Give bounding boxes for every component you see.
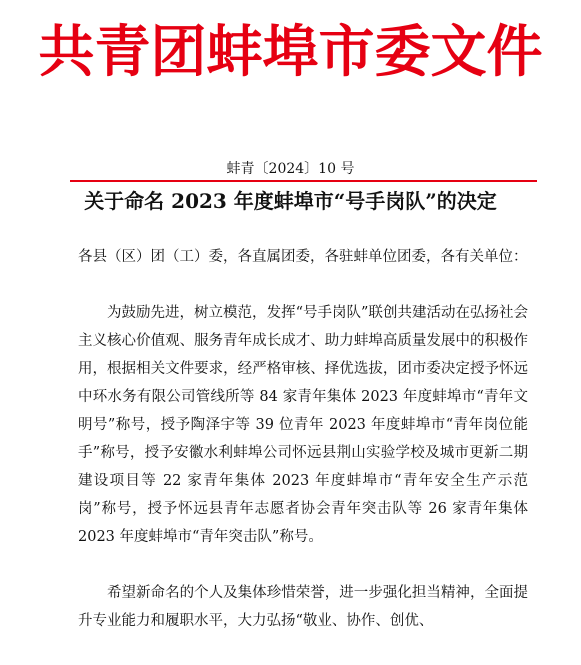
body-paragraph: 为鼓励先进，树立模范，发挥“号手岗队”联创共建活动在弘扬社会主义核心价值观、服务青年成长成才、助力蚌埠高质量发展中的积极作用，根据相关文件要求，经严格审核、择优选拔，团市委决定授予怀远中环水务有限公司管线所等 84 家青年集体 2023 年度蚌埠市“青年文明号”称号，授予陶泽宇等 39 位青年 2023 年度蚌埠市“青年岗位能手”称号，授予安徽水利蚌埠公司怀远县荆山实验学校及城市更新二期建设项目等 22 家青年集体 2023 年度蚌埠市“青年安全生产示范岗”称号，授予怀远县青年志愿者协会青年突击队等 26 家青年集体 2023 年度蚌埠市“青年突击队”称号。 [78, 305, 528, 545]
salutation: 各县（区）团（工）委，各直属团委，各驻蚌单位团委，各有关单位： [78, 249, 528, 265]
red-divider-line [70, 180, 537, 182]
document-number: 蚌青〔2024〕10 号 [226, 161, 355, 177]
body-paragraph: 希望新命名的个人及集体珍惜荣誉，进一步强化担当精神，全面提升专业能力和履职水平，大力弘扬“敬业、协作、创优、 [78, 585, 528, 629]
document-title: 关于命名 2023 年度蚌埠市“号手岗队”的决定 [84, 189, 497, 213]
masthead-title: 共青团蚌埠市委文件 [38, 19, 543, 85]
